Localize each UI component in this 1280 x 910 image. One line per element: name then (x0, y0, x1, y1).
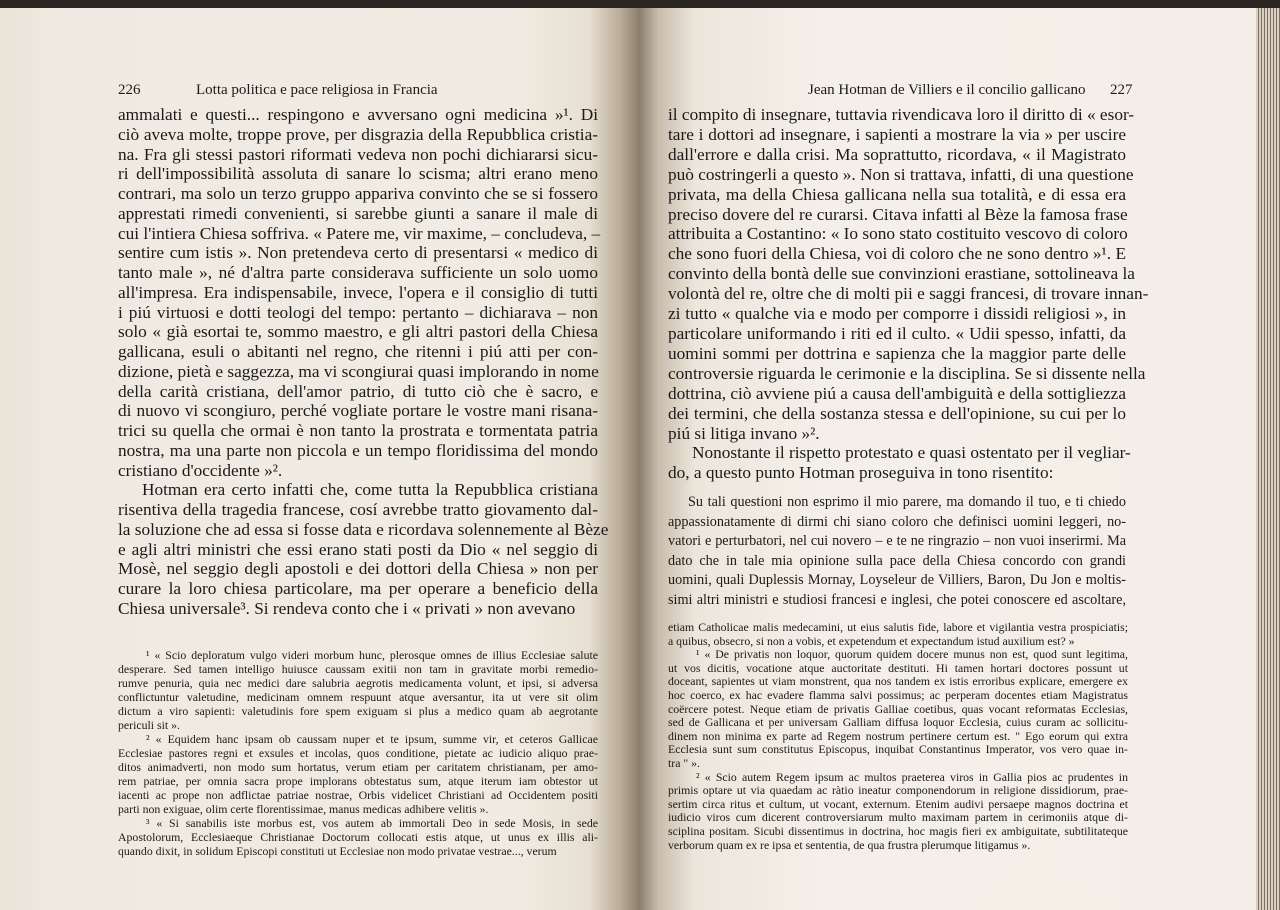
text-line: tare i dottori ad insegnare, i sapienti a mostrare la via » per uscire (668, 124, 1126, 144)
text-line: Ecclesia sunt sum constitutus Episcopus, inquibat Constantinus Imperator, vos vero quae in- (668, 742, 1128, 757)
text-line: ³ « Si sanabilis iste morbus est, vos autem ab immortali Deo in sede Mosis, in sede (146, 816, 598, 830)
text-line: iacenti ac prope non adflictae patriae nostrae, Orbis videlicet Christiani ad Occidentem positi (118, 788, 598, 802)
text-line: dizione, pietà e saggezza, ma vi scongiurai quasi implorando in nome (118, 361, 599, 381)
text-line: quando dixit, in solidum Episcopi constituti ut Ecclesiae non modo privatae vestrae..., verum (118, 844, 557, 858)
page-edges (1256, 8, 1280, 910)
text-line: trici su quella che ormai è non tanto la prostrata e tormentata patria (118, 421, 598, 440)
paragraph (668, 105, 1149, 443)
paragraph (668, 648, 1128, 770)
left-page (0, 8, 640, 910)
text-line: periculi sit ». (118, 718, 180, 732)
text-line: può costringerli a questo ». Non si trattava, infatti, di una questione (668, 164, 1134, 184)
text-line: attribuita a Costantino: « Io sono stato costituito vescovo di coloro (668, 224, 1128, 244)
text-line: di nuovo vi scongiuro, perché vogliate portare le vostre mani risana- (118, 401, 598, 421)
footnotes (118, 648, 598, 858)
text-line: doceant, sapientes ut viam monstrent, qua nos tandem ex istis erroribus explicare, emergere ex (668, 674, 1128, 689)
paragraph (668, 443, 1131, 483)
text-line: appassionatamente di dirmi chi siano coloro che definisci uomini leggeri, no- (668, 513, 1126, 530)
text-line: ¹ « De privatis non loquor, quorum quidem docere munus non est, quod sunt legitima, (696, 647, 1128, 662)
text-line: preciso dovere del re curarsi. Citava infatti al Bèze la famosa frase (668, 204, 1128, 224)
text-line: zi tutto « qualche via e modo per comporre i dissidi religiosi », in (668, 304, 1126, 324)
block-quote (668, 493, 1126, 610)
text-line: la soluzione che ad essa si fosse data e ricordava solennemente al Bèze (118, 519, 609, 539)
text-line: dall'errore e dalla crisi. Ma soprattutto, ricordava, « il Magistrato (668, 144, 1126, 164)
page-number: 227 (1110, 82, 1133, 98)
text-line: ¹ « Scio deploratum vulgo videri morbum hunc, plerosque omnes de illius Ecclesiae salute (146, 648, 598, 662)
text-line: controversie riguarda le cerimonie e la disciplina. Se si dissente nella (668, 363, 1146, 383)
text-line: ri dell'impossibilità assoluta di sanare lo scisma; altri erano meno (118, 164, 598, 184)
text-line: dinem non minima ex parte ad Regem nostrum pertinere certum est. " Ego eorum qui extra (668, 728, 1128, 743)
text-line: curare la loro chiesa particolare, ma per operare a beneficio della (118, 579, 598, 598)
text-line: risentiva della tragedia francese, cosí avrebbe tratto giovamento dal- (118, 500, 598, 519)
text-line: simi altri ministri e studiosi francesi e inglesi, che potei conoscere ed ascoltare, (668, 591, 1126, 608)
text-line: della carità cristiana, dell'amor patrio, di tutto ciò che è sacro, e (118, 381, 598, 401)
text-line: vatori e perturbatori, nel cui novero – e te ne ringrazio – non vuoi inserirmi. Ma (668, 533, 1126, 549)
text-line: a quibus, obsecro, si non a vobis, et expetendum et expectandum istud auxilium est? » (668, 633, 1075, 648)
text-line: ² « Scio autem Regem ipsum ac multos praeterea viros in Gallia pios ac prudentes in (696, 769, 1128, 784)
text-line: sciplina positam. Sicubi dissentimus in doctrina, hoc magis fieri ex ambiguitate, subtilitateque (668, 823, 1128, 838)
text-line: primis optare ut via quaedam ac ràtio ineatur componendorum in religione dissidiorum, prae- (668, 783, 1128, 798)
text-line: dottrina, ciò avviene piú a causa dell'ambiguità e della sottigliezza (668, 383, 1127, 403)
text-line: ² « Equidem hanc ipsam ob caussam nuper et te ipsum, summe vir, et ceteros Gallicae (146, 732, 598, 746)
paragraph (668, 621, 1128, 648)
text-line: contrari, ma solo un terzo gruppo appariva convinto che se si fossero (118, 184, 598, 203)
text-line: uomini, quali Duplessis Mornay, Loyseleur de Villiers, Baron, Du Jon e moltis- (668, 572, 1126, 588)
paragraph (118, 105, 601, 480)
text-line: e agli altri ministri che essi erano stati posti da Dio « nel seggio di (118, 539, 598, 559)
text-line: ammalati e questi... respingono e avversano ogni medicina »¹. Di (118, 105, 598, 124)
text-line: nostra, ma una parte non piccola e un tempo floridissima del mondo (118, 440, 598, 460)
text-line: apprestati rimedi convenienti, si sarebbe giunti a sanare il male di (118, 203, 598, 223)
text-line: convinto della bontà delle sue convinzioni erastiane, sottolineava la (668, 264, 1135, 284)
text-line: cui l'intiera Chiesa soffriva. « Patere me, vir maxime, – concludeva, – (118, 223, 601, 243)
text-line: il compito di insegnare, tuttavia rivendicava loro il diritto di « esor- (668, 105, 1135, 124)
text-line: sentire cum istis ». Non pretendeva certo di presentarsi « medico di (118, 243, 598, 263)
text-line: dei termini, che della sostanza stessa e dell'opinione, su cui per lo (668, 403, 1126, 423)
paragraph (118, 480, 609, 618)
text-line: gallicana, esuli o abitanti nel regno, che ritenni i piú atti per con- (118, 342, 598, 361)
text-line: rem patriae, per omnia sacra prope implorans obtestatus sum, atque iterum iam obtestor ut (118, 774, 598, 788)
text-line: particolare uniformando i riti ed il culto. « Udii spesso, infatti, da (668, 323, 1126, 343)
text-line: ciò aveva molte, troppe prove, per disgrazia della Repubblica cristia- (118, 124, 598, 144)
text-line: conflictuntur valetudine, medicinam omnem respuunt atque aversantur, ita ut vere sit olim (118, 690, 598, 704)
paragraph (668, 771, 1128, 853)
text-line: etiam Catholicae malis medecamini, ut eius salutis fide, labore et vigilantia vestra prospiciatis; (668, 620, 1128, 634)
text-line: tra " ». (668, 755, 701, 770)
text-line: Chiesa universale³. Si rendeva conto che i « privati » non avevano (118, 598, 576, 618)
text-line: sertim circa ritus et cultum, ut vocant, externum. Etenim audivi persaepe magnos doctrina et (668, 796, 1128, 811)
text-line: all'impresa. Era indispensabile, invece, l'opera e il consiglio di tutti (118, 282, 598, 302)
text-line: hoc coerco, ex hac evadere flamma salvi possimus; ac perperam docentes etiam Magistratus (668, 687, 1128, 702)
text-line: ut vos dicitis, vocatione atque auctoritate destituti. Hi tamen hortari doctores possunt ut (668, 660, 1128, 675)
text-line: dictum a viro sapienti: valetudinis fore spem exiguam si plus a medico quam ab aegrotante (118, 704, 598, 718)
right-page (640, 8, 1258, 910)
main-text (118, 105, 609, 619)
text-line: tanto male », né d'altra parte considerava sufficiente un solo uomo (118, 263, 598, 282)
footnotes (668, 621, 1128, 852)
text-line: volontà del re, oltre che di molti pii e saggi francesi, di trovare innan- (668, 284, 1149, 304)
text-line: uomini sommi per dottrina e sapienza che la maggior parte delle (668, 343, 1126, 363)
text-line: iudicio viros cum dicerent controversiarum multo maximam partem in cerimoniis atque di- (668, 810, 1128, 825)
text-line: ditos animadverti, non modo sum hortatus, verum etiam per caritatem christianam, per amo- (118, 760, 598, 774)
running-head: Jean Hotman de Villiers e il concilio gallicano (808, 82, 1086, 98)
text-line: Ecclesiae pastores regni et exsules et incolas, quos conditione, pietate ac iudicio aliquo prae- (118, 746, 598, 760)
text-line: Su tali questioni non esprimo il mio parere, ma domando il tuo, e ti chiedo (688, 494, 1126, 510)
main-text (668, 105, 1149, 483)
text-line: coërcere potest. Neque etiam de privatis Galliae coetibus, quas vocant reformatas Ecclesias, (668, 701, 1128, 716)
text-line: na. Fra gli stessi pastori riformati vedeva non pochi dichiararsi sicu- (118, 144, 598, 164)
paragraph (118, 816, 598, 858)
running-head: Lotta politica e pace religiosa in Francia (196, 82, 438, 98)
text-line: parti non exiguae, olim certe florentissimae, manus medicas adhibere velitis ». (118, 802, 489, 816)
text-line: cristiano d'occidente »². (118, 460, 283, 480)
text-line: privata, ma della Chiesa gallicana nella sua totalità, e di essa era (668, 184, 1126, 204)
text-line: rumve penuria, quia nec medici dare salubria aegrotis medicamenta volunt, et ipsi, si adversa (118, 676, 598, 690)
text-line: Mosè, nel seggio degli apostoli e dei dottori della Chiesa » non per (118, 559, 598, 579)
text-line: desperare. Sed tamen intelligo huiusce caussam exitii non tam in gravitate morbi remedio- (118, 662, 598, 676)
text-line: Hotman era certo infatti che, come tutta la Repubblica cristiana (142, 480, 598, 500)
paragraph (118, 648, 598, 732)
text-line: solo « già esortai te, sommo maestro, e gli altri pastori della Chiesa (118, 322, 598, 342)
text-line: dato che in tale mia opinione sulla pace della Chiesa concordo con grandi (668, 552, 1126, 569)
text-line: Apostolorum, Ecclesiaeque Christianae Doctorum collocati estis atque, ut unus ex illis ali- (118, 830, 598, 844)
text-line: Nonostante il rispetto protestato e quasi ostentato per il vegliar- (692, 443, 1131, 463)
text-line: piú si litiga invano »². (668, 423, 820, 443)
page-number: 226 (118, 82, 141, 98)
text-line: sed de Gallicana et per universam Galliam diffusa loquor Ecclesia, cuius curam ac sollicitu- (668, 715, 1128, 730)
text-line: che sono fuori della Chiesa, voi di coloro che ne sono dentro »¹. E (668, 244, 1126, 264)
text-line: i piú virtuosi e dotti teologi del tempo: pertanto – dichiarava – non (118, 302, 598, 322)
paragraph (118, 732, 598, 816)
text-line: do, a questo punto Hotman proseguiva in tono risentito: (668, 463, 1054, 483)
text-line: verborum quam ex re ipsa et sententia, de qua frustra plerumque litigamus ». (668, 837, 1031, 852)
